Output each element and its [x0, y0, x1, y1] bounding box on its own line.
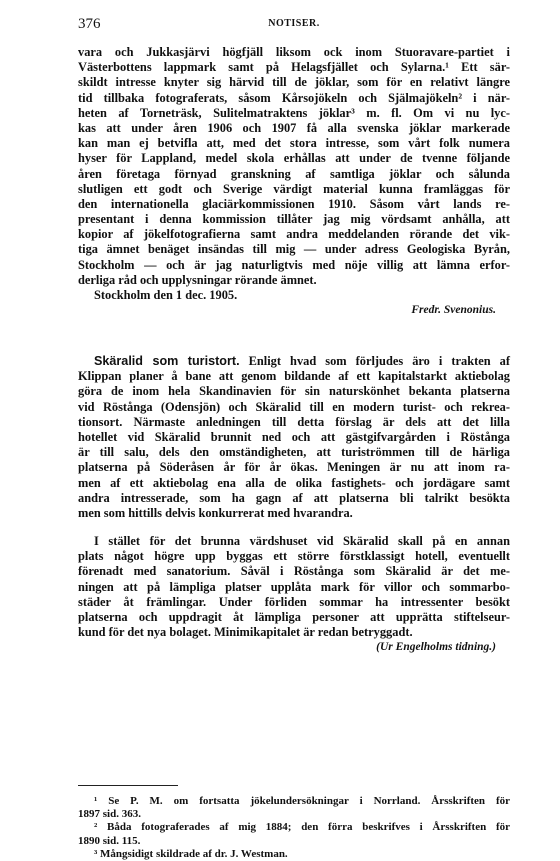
text-line: platserna och uppdragit åt lämpliga personer att upprätta stiftelseur-	[78, 609, 510, 624]
text-line: skildt intresse knyter sig härvid till de jöklar, som för en relativt längre	[78, 75, 510, 90]
footnote-1-continued: 1897 sid. 363.	[78, 808, 141, 821]
text-line: den internationella glaciärkommissionen 1910. Såsom vårt lands re-	[78, 196, 510, 211]
glacier-notice-section	[78, 45, 510, 318]
text-line: åren företaga förnyad granskning af samtliga jöklar och sålunda	[78, 166, 510, 181]
text-line: presentant i denna kommission tillåter jag mig vördsamt anhålla, att	[78, 212, 510, 227]
section-first-line	[78, 354, 510, 369]
text-line: tionsort. Närmaste anledningen till detta förslag är dels att det lilla	[78, 414, 510, 429]
text-line: Klippan planer å bane att genom bildande af ett kapitalstarkt aktiebolag	[78, 369, 510, 384]
text-line: tid tillbaka fotograferats, såsom Kårsojökeln och Själmajökeln² i när-	[78, 90, 510, 105]
text-line: platserna på Söderåsen år för år ökas. Meningen är nu att inom ra-	[78, 460, 510, 475]
text-line: andra intresserade, som ha gagn af att platserna bli talrikt besökta	[78, 490, 510, 505]
text-line: vara och Jukkasjärvi högfjäll liksom ock inom Stuoravare-partiet i	[78, 45, 510, 59]
skaralid-section	[78, 354, 510, 521]
text-line: derliga råd och upplysningar rörande ämnet.	[78, 272, 317, 287]
signature: Fredr. Svenonius.	[411, 304, 496, 317]
text-line: hotellet vid Skäralid brunnit ned och att gästgifvargården i Röstånga	[78, 429, 510, 444]
footnotes	[78, 795, 510, 861]
text-line: slutligen ett godt och Sverige värdigt material kunna framläggas för	[78, 181, 510, 196]
text-line: göra de inom hela Skandinavien för sin naturskönhet bekanta platserna	[78, 384, 510, 399]
text-line: är till salu, dels den omständigheten, att turiströmmen till de härliga	[78, 445, 510, 460]
footnote-2: ² Båda fotograferades af mig 1884; den förra beskrifves i Årsskriften för	[94, 821, 510, 834]
text-line: plats något högre upp byggas ett större förstklassigt hotell, eventuellt	[78, 549, 510, 564]
text-line: kan man ej betvifla att, med det stora intresse, som vårt folk numera	[78, 136, 510, 151]
text-line: ningen att på lämpliga platser upplåta mark för villor och sommarbo-	[78, 579, 510, 594]
text-line: kopior af jökelfotografierna samt andra meddelanden rörande det vik-	[78, 227, 510, 242]
footnote-1: ¹ Se P. M. om fortsatta jökelundersökningar i Norrland. Årsskriften för	[94, 795, 510, 807]
text-line: Stockholm — och är jag naturligtvis med nöje villig att lämna erfor-	[78, 257, 510, 272]
footnote-2-continued: 1890 sid. 115.	[78, 834, 141, 847]
text-line: men af ett aktiebolag ena alla de olika fastighets- och jordägare samt	[78, 475, 510, 490]
text-line: heten af Torneträsk, Sulitelmatraktens jöklar³ m. fl. Om vi nu lyc-	[78, 105, 510, 120]
page-number: 376	[78, 16, 101, 32]
footnote-divider	[78, 785, 178, 786]
text-line: hyser för Lappland, medel skola erhållas att under de tvenne följande	[78, 151, 510, 166]
text-line: städer åt främlingar. Under förliden sommar ha intressenter besökt	[78, 594, 510, 609]
page-header	[78, 16, 510, 36]
footnote-3: ³ Mångsidigt skildrade af dr. J. Westman.	[94, 847, 288, 860]
text-line: kund för det nya bolaget. Minimikapitalet är redan betryggadt.	[78, 625, 413, 640]
dateline: Stockholm den 1 dec. 1905.	[94, 288, 238, 302]
hotel-plans-paragraph	[78, 534, 510, 656]
text-line: vid Röstånga (Odensjön) och Skäralid till en modern turist- och rekrea-	[78, 399, 510, 414]
section-intro: Enligt hvad som förljudes äro i trakten af	[248, 354, 511, 368]
section-title: Skäralid som turistort.	[94, 354, 240, 368]
text-line: kas att under åren 1906 och 1907 få alla svenska jöklar markerade	[78, 120, 510, 135]
running-head: NOTISER.	[268, 18, 320, 29]
text-line: I stället för det brunna värdshuset vid Skäralid skall på en annan	[94, 534, 510, 548]
text-line: men som hittills delvis konkurrerat med hvarandra.	[78, 505, 353, 520]
text-line: förenadt med sanatorium. Såväl i Röstånga som Skäralid är det me-	[78, 564, 510, 579]
source-citation: (Ur Engelholms tidning.)	[376, 641, 496, 654]
text-line: Västerbottens lappmark samt på Helagsfjället och Sylarna.¹ Ett sär-	[78, 60, 510, 75]
text-line: tiga ämnet benäget insändas till mig — under adress Geologiska Byrån,	[78, 242, 510, 257]
